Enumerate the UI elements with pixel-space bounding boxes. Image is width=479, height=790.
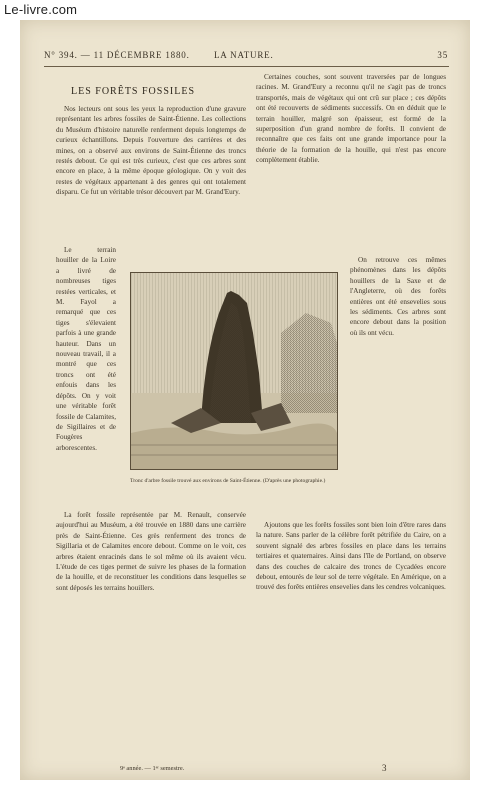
running-header [44,50,454,64]
paragraph: Nos lecteurs ont sous les yeux la reproduction d'une gravure représentant les arbres fossiles de Saint-Étienne. Les collections du Muséum d'histoire naturelle renferment depuis longtemps de curieux échantillons. Depuis l'ouverture des carrières et des mines, on a observé aux environs de Saint-Étienne des troncs restés debout. Ce qui est très curieux, c'est que ces arbres sont encore en place, à la même époque géologique. On y voit des restes de végétaux appartenant à des genres qui ont totalement disparu. Ce fut un véritable trésor découvert par M. Grand'Eury. [56,105,246,197]
issue-number: N° 394. — 11 DÉCEMBRE 1880. [44,50,190,60]
journal-title: LA NATURE. [214,50,274,60]
text-column-right-wrap [350,255,446,340]
signature-mark: 3 [382,763,387,773]
engraving-illustration [131,273,337,469]
paragraph: Ajoutons que les forêts fossiles sont bien loin d'être rares dans la nature. Sans parler de la célèbre forêt pétrifiée du Caire, on a souvent signalé des arbres fossiles en place dans les terrains tertiaires et quaternaires. Ainsi dans l'île de Portland, on observe dans des couches de calcaire des troncs de Cycadées encore debout, entourés de leur sol de terre végétale. En Amérique, on a trouvé des forêts entières ensevelies dans les cendres volcaniques. [256,521,446,592]
header-rule [44,66,449,67]
watermark: Le-livre.com [4,2,78,17]
text-column-left-wrap [56,245,116,455]
page-number: 35 [437,50,448,60]
text-column-right-bottom [256,520,446,595]
text-column-left-top [56,104,246,200]
paragraph: La forêt fossile représentée par M. Renault, conservée aujourd'hui au Muséum, a été trouvée en 1880 dans une carrière près de Saint-Étienne. Ces grès renferment des troncs de Sigillaria et de Calamites encore debout. Comme on le voit, ces arbres étaient enracinés dans le sol même où ils avaient vécu. L'étude de ces tiges permet de suivre les phases de la formation de la houille, et de reconstituer les conditions dans lesquelles se sont déposés les terrains houillers. [56,511,246,592]
fossil-tree-engraving [130,272,338,470]
paragraph: Certaines couches, sont souvent traversées par de longues racines. M. Grand'Eury a reconnu qu'il ne s'agit pas de troncs transportés, mais de végétaux qui ont crû sur place ; ces dépôts ont été recouverts de sédiments successifs. On en déduit que le terrain houiller, malgré son épaisseur, est formé de la superposition d'un grand nombre de forêts. Il convient de reconnaître que ces faits ont une grande importance pour la théorie de la formation de la houille, qui n'est pas encore complètement établie. [256,73,446,165]
paragraph: On retrouve ces mêmes phénomènes dans les dépôts houillers de la Saxe et de l'Angleterre, où des forêts entières ont été ensevelies sous les sédiments. Ces arbres sont encore debout dans la position où ils ont vécu. [350,256,446,337]
figure-caption: Tronc d'arbre fossile trouvé aux environs de Saint-Étienne. (D'après une photographie.) [130,478,326,484]
signature-line: 9ᵉ année. — 1ᵉʳ semestre. [120,765,185,772]
text-column-left-bottom [56,510,246,595]
page-footer [120,765,420,775]
text-column-right-top [256,72,446,168]
paragraph: Le terrain houiller de la Loire a livré de nombreuses tiges restées verticales, et M. Fayol a remarqué que ces tiges s'élevaient parfois à une grande hauteur. Dans un nouveau travail, il a montré que ces troncs ont été enfouis dans les dépôts. On y voit une véritable forêt fossile de Calamites, de Sigillaires et de Fougères arborescentes. [56,246,116,452]
article-title: LES FORÊTS FOSSILES [70,86,196,97]
